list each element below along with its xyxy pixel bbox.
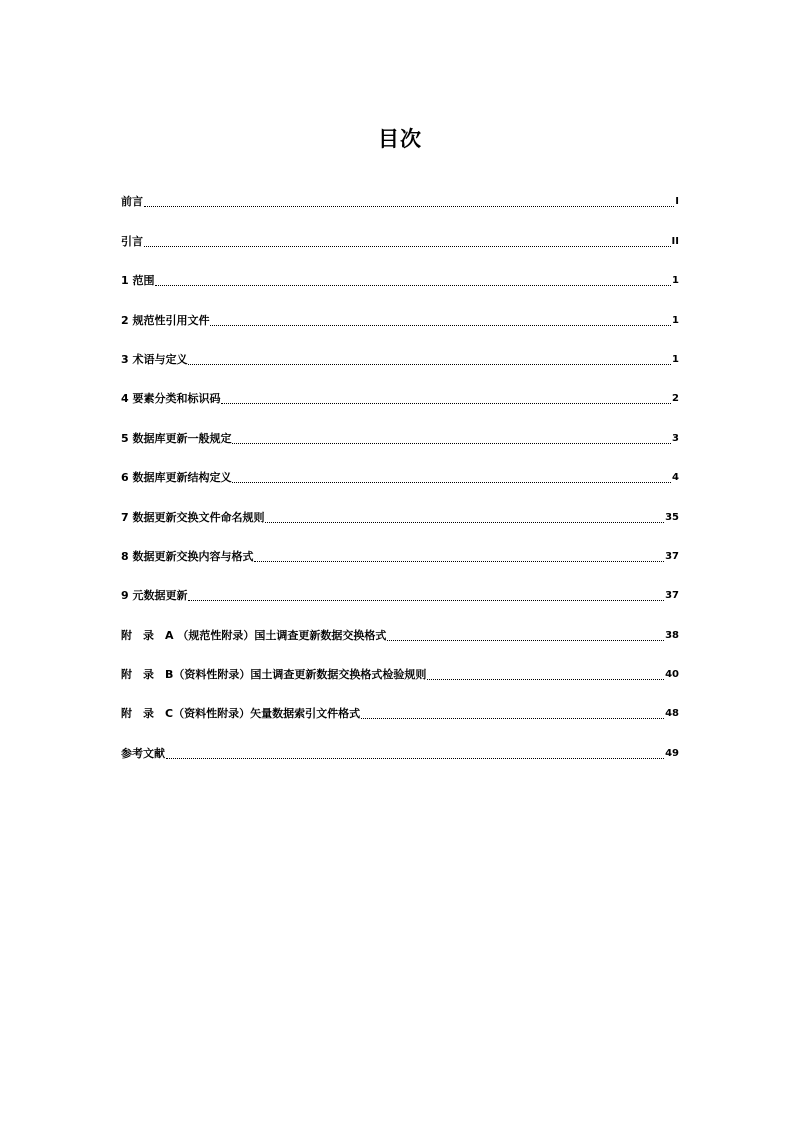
toc-entry-page: 38 bbox=[665, 629, 679, 641]
toc-entry-structure-definition[interactable] bbox=[121, 449, 679, 488]
toc-entry-terms-definitions[interactable] bbox=[121, 331, 679, 370]
toc-leader-dots bbox=[232, 482, 671, 483]
toc-entry-label: 3 术语与定义 bbox=[121, 352, 188, 366]
toc-entry-page: 3 bbox=[672, 432, 679, 444]
toc-entry-foreword[interactable] bbox=[121, 173, 679, 212]
toc-entry-page: 37 bbox=[665, 550, 679, 562]
toc-entry-label: 参考文献 bbox=[121, 746, 165, 760]
toc-entry-label: 5 数据库更新一般规定 bbox=[121, 431, 232, 445]
toc-entry-general-rules[interactable] bbox=[121, 409, 679, 448]
toc-entry-page: 1 bbox=[672, 314, 679, 326]
toc-entry-label: 4 要素分类和标识码 bbox=[121, 392, 221, 406]
toc-entry-page: 4 bbox=[672, 472, 679, 484]
toc-entry-page: 1 bbox=[672, 275, 679, 287]
toc-entry-appendix-b[interactable] bbox=[121, 646, 679, 685]
toc-entry-label: 6 数据库更新结构定义 bbox=[121, 471, 232, 485]
toc-title: 目次 bbox=[378, 127, 422, 151]
toc-leader-dots bbox=[155, 285, 671, 286]
toc-entry-appendix-c[interactable] bbox=[121, 685, 679, 724]
toc-entry-label: 引言 bbox=[121, 234, 143, 248]
toc-leader-dots bbox=[232, 443, 671, 444]
toc-leader-dots bbox=[210, 325, 671, 326]
toc-leader-dots bbox=[254, 561, 664, 562]
toc-entry-scope[interactable] bbox=[121, 252, 679, 291]
toc-leader-dots bbox=[387, 640, 664, 641]
toc-entry-page: 37 bbox=[665, 590, 679, 602]
toc-entry-page: 40 bbox=[665, 669, 679, 681]
toc-entry-page: 48 bbox=[665, 708, 679, 720]
table-of-contents bbox=[121, 173, 679, 764]
toc-entry-page: II bbox=[671, 235, 679, 247]
toc-entry-introduction[interactable] bbox=[121, 212, 679, 251]
toc-entry-file-naming[interactable] bbox=[121, 488, 679, 527]
toc-entry-label: 7 数据更新交换文件命名规则 bbox=[121, 510, 265, 524]
toc-leader-dots bbox=[361, 718, 664, 719]
toc-entry-page: I bbox=[675, 196, 679, 208]
toc-leader-dots bbox=[188, 364, 671, 365]
toc-entry-appendix-a[interactable] bbox=[121, 606, 679, 645]
toc-entry-page: 1 bbox=[672, 353, 679, 365]
toc-entry-label: 9 元数据更新 bbox=[121, 589, 188, 603]
toc-leader-dots bbox=[221, 403, 671, 404]
toc-entry-label: 附 录 A （规范性附录）国土调查更新数据交换格式 bbox=[121, 628, 387, 642]
toc-entry-label: 2 规范性引用文件 bbox=[121, 313, 210, 327]
toc-entry-label: 前言 bbox=[121, 195, 143, 209]
toc-entry-page: 35 bbox=[665, 511, 679, 523]
toc-entry-page: 49 bbox=[665, 747, 679, 759]
toc-entry-normative-references[interactable] bbox=[121, 291, 679, 330]
toc-leader-dots bbox=[144, 246, 671, 247]
toc-entry-label: 1 范围 bbox=[121, 274, 155, 288]
toc-entry-label: 附 录 C（资料性附录）矢量数据索引文件格式 bbox=[121, 707, 361, 721]
toc-entry-page: 2 bbox=[672, 393, 679, 405]
toc-entry-bibliography[interactable] bbox=[121, 724, 679, 763]
toc-leader-dots bbox=[144, 206, 674, 207]
toc-entry-metadata-update[interactable] bbox=[121, 567, 679, 606]
toc-leader-dots bbox=[427, 679, 664, 680]
toc-entry-label: 8 数据更新交换内容与格式 bbox=[121, 549, 254, 563]
toc-entry-label: 附 录 B（资料性附录）国土调查更新数据交换格式检验规则 bbox=[121, 668, 427, 682]
toc-leader-dots bbox=[166, 758, 664, 759]
toc-entry-feature-classification[interactable] bbox=[121, 370, 679, 409]
toc-leader-dots bbox=[265, 522, 664, 523]
toc-leader-dots bbox=[188, 600, 664, 601]
toc-entry-content-format[interactable] bbox=[121, 528, 679, 567]
